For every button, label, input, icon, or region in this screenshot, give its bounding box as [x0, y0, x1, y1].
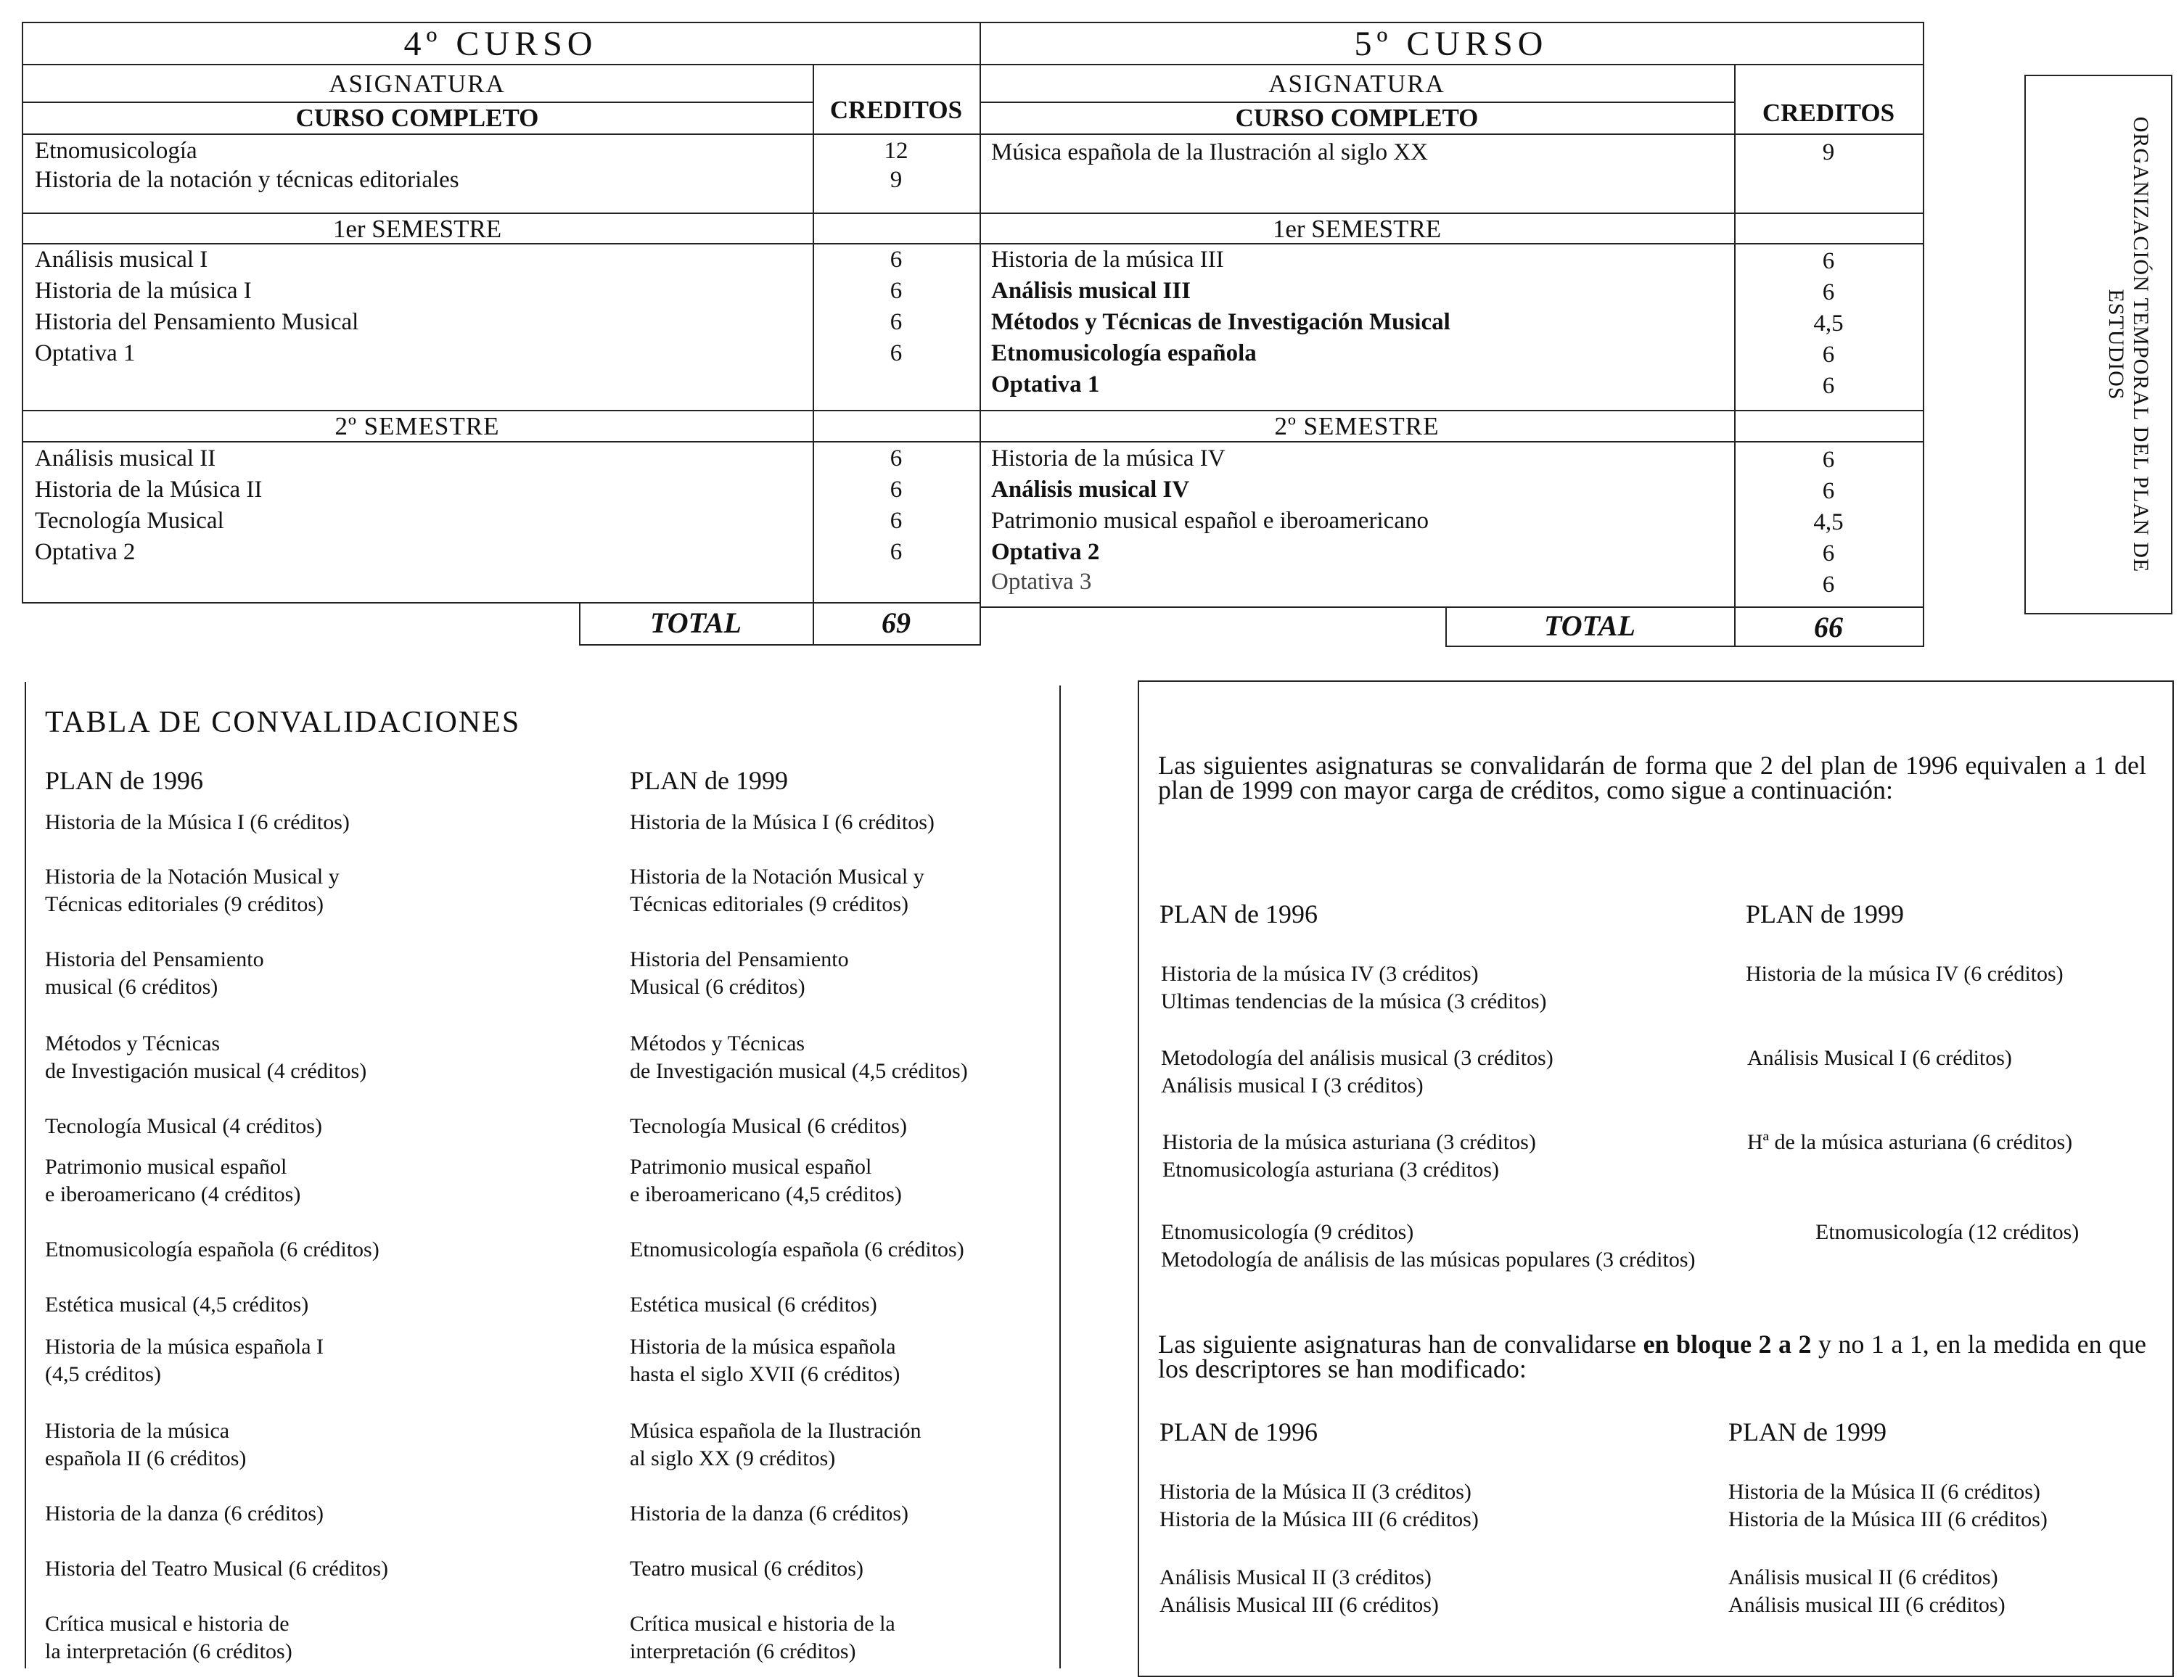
curso5-sem2-header: 2º SEMESTRE: [1274, 412, 1440, 440]
old-subject: de Investigación musical (4 créditos): [45, 1059, 367, 1083]
curso5-sem1-header: 1er SEMESTRE: [1272, 215, 1442, 243]
subject-name: Historia de la música IV: [991, 445, 1226, 472]
side-label: ORGANIZACIÓN TEMPORAL DEL PLAN DE ESTUDIOS: [2104, 116, 2153, 573]
subject-credits: 6: [1822, 342, 1835, 368]
subject-credits: 6: [1822, 540, 1835, 567]
subject-name: Optativa 2: [35, 539, 136, 565]
subject-name: Optativa 3: [991, 569, 1092, 595]
new-subject: Métodos y Técnicas: [630, 1032, 805, 1055]
old-subject: Patrimonio musical español: [45, 1155, 287, 1179]
subject-credits: 9: [1822, 139, 1835, 165]
old-subject: Análisis Musical III (6 créditos): [1159, 1593, 1439, 1617]
new-subject: Musical (6 créditos): [630, 975, 805, 999]
new-subject: Análisis musical II (6 créditos): [1728, 1565, 1998, 1589]
old-subject: Historia de la Música I (6 créditos): [45, 810, 350, 834]
old-subject: Estética musical (4,5 créditos): [45, 1293, 309, 1317]
group1-plan1996-header: PLAN de 1996: [1159, 899, 1318, 928]
subject-credits: 6: [890, 445, 903, 472]
old-subject: Etnomusicología española (6 créditos): [45, 1238, 379, 1261]
curso5-total-value: 66: [1814, 611, 1843, 643]
old-subject: Historia de la Notación Musical y: [45, 865, 340, 889]
new-subject: Análisis musical III (6 créditos): [1728, 1593, 2006, 1617]
subject-name: Análisis musical II: [35, 445, 216, 472]
subject-name: Historia de la notación y técnicas editoriales: [35, 167, 459, 193]
old-subject: Historia de la Música III (6 créditos): [1159, 1507, 1479, 1531]
subject-credits: 6: [890, 278, 903, 304]
curso4-total-value: 69: [882, 606, 911, 639]
subject-name: Optativa 1: [35, 340, 136, 366]
equivalencias-intro: Las siguientes asignaturas se convalidarán de forma que 2 del plan de 1996 equivalen a 1 del plan de 1999 con mayor carga de créditos, como sigue a continuación:: [1158, 751, 2146, 804]
new-subject: Estética musical (6 créditos): [630, 1293, 877, 1317]
bloque-text-bold: en bloque 2 a 2: [1643, 1330, 1812, 1359]
new-subject: Historia de la danza (6 créditos): [630, 1502, 909, 1525]
curso5-title: 5º CURSO: [1354, 25, 1548, 63]
subject-credits: 6: [890, 539, 903, 565]
subject-name: Etnomusicología: [35, 138, 197, 164]
old-subject: Historia de la danza (6 créditos): [45, 1502, 324, 1525]
old-subject: Metodología de análisis de las músicas populares (3 créditos): [1161, 1248, 1696, 1272]
subject-name: Historia del Pensamiento Musical: [35, 309, 359, 335]
old-subject: Ultimas tendencias de la música (3 créditos): [1161, 989, 1547, 1013]
old-subject: Análisis musical I (3 créditos): [1161, 1074, 1424, 1098]
old-subject: Historia de la música IV (3 créditos): [1161, 962, 1479, 986]
new-subject: Historia de la Notación Musical y: [630, 865, 924, 889]
new-subject: hasta el siglo XVII (6 créditos): [630, 1362, 900, 1386]
subject-credits: 4,5: [1813, 509, 1844, 535]
new-subject: Etnomusicología española (6 créditos): [630, 1238, 964, 1261]
side-label-box: [2024, 75, 2172, 614]
subject-credits: 6: [890, 309, 903, 335]
new-subject: Música española de la Ilustración: [630, 1419, 921, 1443]
old-subject: española II (6 créditos): [45, 1446, 247, 1470]
new-subject: Historia del Pensamiento: [630, 947, 849, 971]
old-subject: (4,5 créditos): [45, 1362, 161, 1386]
bloque-paragraph: [1158, 1332, 2146, 1381]
new-subject: Hª de la música asturiana (6 créditos): [1747, 1130, 2073, 1154]
new-subject: de Investigación musical (4,5 créditos): [630, 1059, 968, 1083]
subject-credits: 6: [890, 477, 903, 503]
subject-name: Tecnología Musical: [35, 508, 224, 534]
plan1999-header: PLAN de 1999: [630, 766, 788, 795]
subject-credits: 6: [1822, 373, 1835, 399]
subject-credits: 6: [1822, 279, 1835, 305]
curso5-asignatura-header: ASIGNATURA: [1268, 70, 1445, 98]
group2-plan1999-header: PLAN de 1999: [1728, 1417, 1887, 1446]
curso5-total-label: TOTAL: [1544, 609, 1635, 642]
subject-credits: 6: [1822, 248, 1835, 274]
curso4-total-label: TOTAL: [650, 606, 742, 639]
old-subject: Historia del Teatro Musical (6 créditos): [45, 1557, 389, 1581]
old-subject: Análisis Musical II (3 créditos): [1159, 1565, 1432, 1589]
subject-credits: 12: [884, 138, 908, 164]
new-subject: Historia de la Música I (6 créditos): [630, 810, 935, 834]
new-subject: Análisis Musical I (6 créditos): [1747, 1046, 2012, 1070]
curso4-sem2-header: 2º SEMESTRE: [334, 412, 500, 440]
new-subject: Tecnología Musical (6 créditos): [630, 1114, 907, 1138]
old-subject: Historia de la música asturiana (3 créditos): [1162, 1130, 1536, 1154]
new-subject: Crítica musical e historia de la: [630, 1612, 895, 1636]
curso4-curso-completo-header: CURSO COMPLETO: [295, 104, 539, 132]
new-subject: Patrimonio musical español: [630, 1155, 872, 1179]
new-subject: Historia de la música española: [630, 1335, 896, 1359]
subject-credits: 4,5: [1813, 310, 1844, 337]
curso4-creditos-header: CREDITOS: [829, 96, 963, 124]
bloque-text-pre: Las siguiente asignaturas han de convalidarse: [1158, 1330, 1643, 1359]
subject-name: Historia de la música III: [991, 247, 1224, 273]
subject-credits: 6: [1822, 572, 1835, 598]
subject-name: Análisis musical I: [35, 247, 208, 273]
old-subject: Etnomusicología asturiana (3 créditos): [1162, 1158, 1500, 1182]
new-subject: Historia de la música IV (6 créditos): [1746, 962, 2064, 986]
subject-name: Historia de la Música II: [35, 477, 263, 503]
old-subject: e iberoamericano (4 créditos): [45, 1182, 301, 1206]
subject-name: Análisis musical III: [991, 278, 1191, 304]
old-subject: Técnicas editoriales (9 créditos): [45, 892, 324, 916]
convalidaciones-title: TABLA DE CONVALIDACIONES: [45, 706, 521, 739]
new-subject: interpretación (6 créditos): [630, 1639, 856, 1663]
bloque-text-post: y no 1 a 1, en la medida en que los descriptores se han modificado:: [1158, 1330, 2147, 1383]
subject-name: Patrimonio musical español e iberoamericano: [991, 508, 1429, 534]
new-subject: Etnomusicología (12 créditos): [1815, 1220, 2080, 1244]
curso4-sem1-header: 1er SEMESTRE: [332, 215, 502, 243]
equivalencias-box: [1138, 680, 2174, 1677]
group2-plan1996-header: PLAN de 1996: [1159, 1417, 1318, 1446]
subject-credits: 6: [890, 340, 903, 366]
old-subject: Historia de la Música II (3 créditos): [1159, 1480, 1471, 1504]
subject-credits: 6: [1822, 447, 1835, 473]
subject-name: Música española de la Ilustración al siglo XX: [991, 139, 1429, 165]
old-subject: la interpretación (6 créditos): [45, 1639, 292, 1663]
subject-credits: 9: [890, 167, 903, 193]
curso4-title: 4º CURSO: [403, 25, 598, 63]
old-subject: Tecnología Musical (4 créditos): [45, 1114, 322, 1138]
old-subject: Etnomusicología (9 créditos): [1161, 1220, 1414, 1244]
subject-credits: 6: [1822, 478, 1835, 504]
subject-name: Análisis musical IV: [991, 477, 1190, 503]
old-subject: Historia del Pensamiento: [45, 947, 264, 971]
new-subject: Técnicas editoriales (9 créditos): [630, 892, 908, 916]
new-subject: e iberoamericano (4,5 créditos): [630, 1182, 902, 1206]
new-subject: al siglo XX (9 créditos): [630, 1446, 836, 1470]
group1-plan1999-header: PLAN de 1999: [1746, 899, 1904, 928]
subject-credits: 6: [890, 247, 903, 273]
plan1996-header: PLAN de 1996: [45, 766, 203, 795]
old-subject: Metodología del análisis musical (3 créditos): [1161, 1046, 1553, 1070]
old-subject: Historia de la música: [45, 1419, 230, 1443]
new-subject: Historia de la Música II (6 créditos): [1728, 1480, 2040, 1504]
subject-credits: 6: [890, 508, 903, 534]
curso5-creditos-header: CREDITOS: [1762, 99, 1895, 127]
subject-name: Métodos y Técnicas de Investigación Musical: [991, 309, 1450, 335]
old-subject: Crítica musical e historia de: [45, 1612, 290, 1636]
new-subject: Historia de la Música III (6 créditos): [1728, 1507, 2048, 1531]
old-subject: Historia de la música española I: [45, 1335, 324, 1359]
subject-name: Optativa 1: [991, 371, 1100, 398]
curso4-asignatura-header: ASIGNATURA: [329, 70, 506, 98]
old-subject: Métodos y Técnicas: [45, 1032, 221, 1055]
new-subject: Teatro musical (6 créditos): [630, 1557, 863, 1581]
subject-name: Etnomusicología española: [991, 340, 1257, 366]
subject-name: Optativa 2: [991, 539, 1100, 565]
curso5-curso-completo-header: CURSO COMPLETO: [1235, 104, 1479, 132]
subject-name: Historia de la música I: [35, 278, 252, 304]
old-subject: musical (6 créditos): [45, 975, 218, 999]
